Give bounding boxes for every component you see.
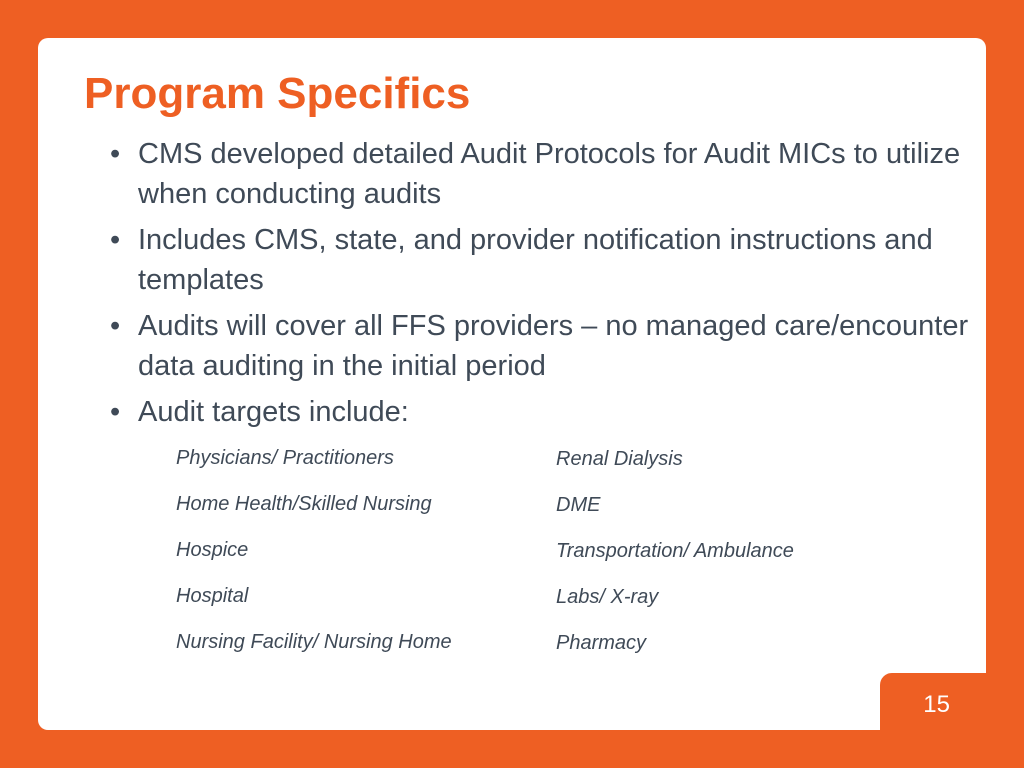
audit-target-item: Renal Dialysis: [556, 448, 683, 470]
bullet-list: [110, 134, 980, 438]
bullet-dot: •: [110, 138, 121, 170]
audit-target-item: Pharmacy: [556, 632, 647, 654]
bullet-item-audit-protocols: [110, 134, 980, 214]
audit-target-item: Transportation/ Ambulance: [556, 540, 794, 562]
page-number: 15: [923, 691, 950, 718]
bullet-text: Includes CMS, state, and provider notification instructions and templates: [138, 224, 933, 296]
audit-target-item: Hospice: [176, 539, 249, 561]
audit-target-item: Home Health/Skilled Nursing: [176, 493, 432, 515]
bullet-dot: •: [110, 224, 121, 256]
bullet-text: CMS developed detailed Audit Protocols for Audit MICs to utilize when conducting audits: [138, 138, 961, 210]
page-number-tab: [880, 673, 1024, 768]
audit-target-item: Labs/ X-ray: [556, 586, 659, 608]
bullet-item-ffs-providers: [110, 306, 980, 386]
bullet-item-audit-targets: [110, 392, 980, 432]
audit-target-item: Hospital: [176, 585, 249, 607]
bullet-dot: •: [110, 310, 121, 342]
slide-title: Program Specifics: [84, 69, 471, 118]
audit-target-item: DME: [556, 494, 601, 516]
bullet-text: Audit targets include:: [138, 396, 409, 428]
bullet-dot: •: [110, 396, 121, 428]
bullet-text: Audits will cover all FFS providers – no managed care/encounter data auditing in the initial period: [138, 310, 969, 382]
audit-target-item: Nursing Facility/ Nursing Home: [176, 631, 452, 653]
audit-target-item: Physicians/ Practitioners: [176, 447, 394, 469]
bullet-item-notifications: [110, 220, 980, 300]
